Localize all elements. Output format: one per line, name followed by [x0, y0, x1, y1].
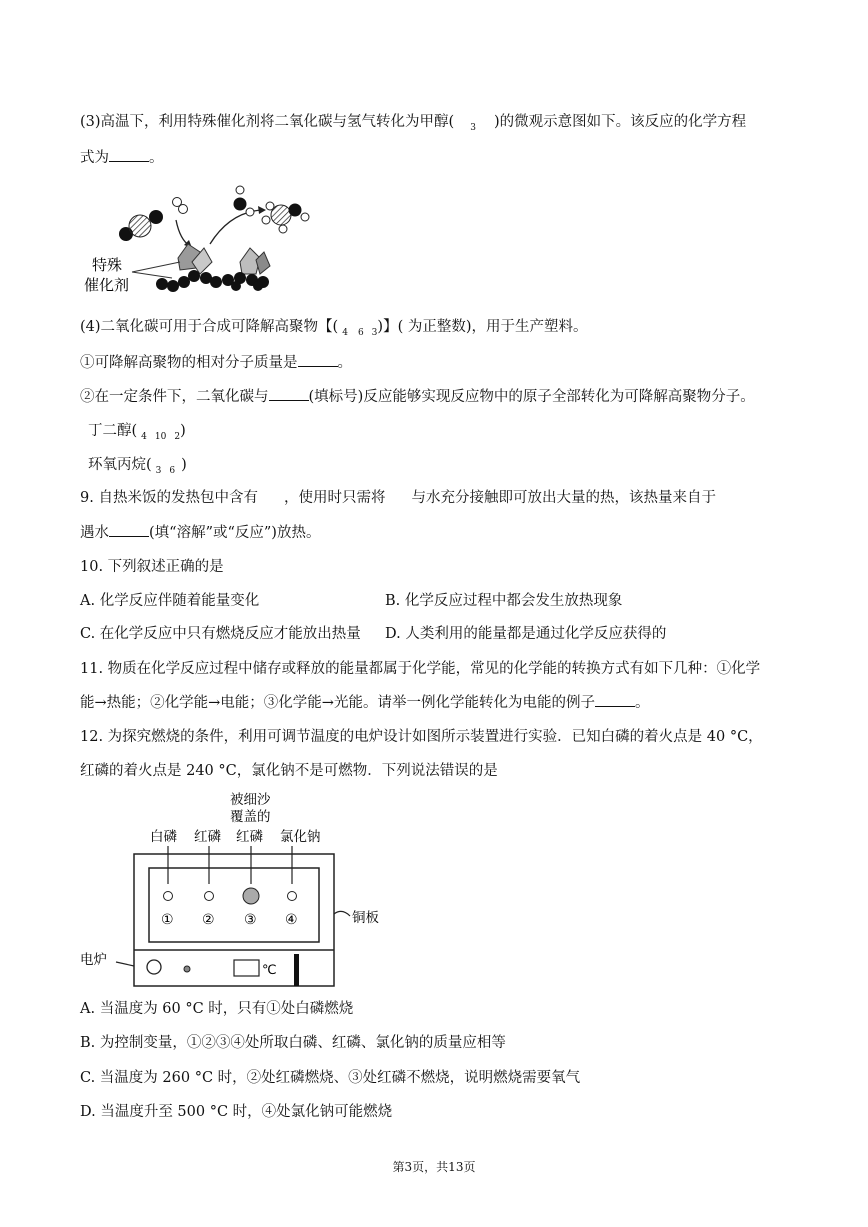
stove-bar — [294, 954, 299, 986]
q10-option-d: D. 人类利用的能量都是通过化学反应获得的 — [385, 626, 667, 642]
q10-option-b: B. 化学反应过程中都会发生放热现象 — [385, 593, 623, 609]
q10-option-a: A. 化学反应伴随着能量变化 — [80, 593, 260, 609]
q11-line1: 11. 物质在化学反应过程中储存或释放的能量都属于化学能，常见的化学能的转换方式有如下几种：①化学 — [80, 661, 761, 677]
stove-knob — [147, 960, 161, 974]
label-red-phosphorus-1: 红磷 — [194, 829, 221, 845]
answer-blank — [595, 692, 635, 707]
q12-line2: 红磷的着火点是 240 °C，氯化钠不是可燃物．下列说法错误的是 — [80, 763, 498, 779]
q12-option-b: B. 为控制变量，①②③④处所取白磷、红磷、氯化钠的质量应相等 — [80, 1035, 506, 1051]
arrow-out — [210, 210, 262, 244]
q9-line1: 9. 自热米饭的发热包中含有 ，使用时只需将 与水充分接触即可放出大量的热，该热量来自于 — [80, 490, 716, 506]
num-2: ② — [202, 912, 215, 928]
q8-option-propylene-oxide: 环氧丙烷( $_3$ $_6$ ) — [88, 457, 187, 476]
q8-part4-line: (4)二氧化碳可用于合成可降解高聚物【( $_4$ $_6$ $_3$)】( 为正整数)，用于生产塑料。 — [80, 319, 588, 338]
q9-line2: 遇水 (填“溶解”或“反应”)放热。 — [80, 522, 320, 543]
h2-molecule — [173, 198, 188, 214]
q12-line1: 12. 为探究燃烧的条件，利用可调节温度的电炉设计如图所示装置进行实验．已知白磷的着火点是 40 °C， — [80, 729, 763, 745]
q10-option-c: C. 在化学反应中只有燃烧反应才能放出热量 — [80, 626, 361, 642]
num-3: ③ — [244, 912, 257, 928]
page-footer: 第3页，共13页 — [392, 1160, 476, 1174]
answer-blank — [109, 522, 149, 537]
q8-part3-line2: 式为 。 — [80, 147, 164, 168]
num-1: ① — [161, 912, 174, 928]
sample-3-covered — [243, 888, 259, 904]
catalyst-crystals — [178, 244, 270, 274]
answer-blank — [298, 352, 338, 367]
display-unit: ℃ — [262, 963, 277, 978]
catalyst-diagram — [80, 182, 320, 300]
q11-line2: 能→热能；②化学能→电能；③化学能→光能。请举一例化学能转化为电能的例子 。 — [80, 692, 649, 713]
label-sand-covered-1: 被细沙 — [230, 792, 271, 808]
q8-sub1: ①可降解高聚物的相对分子质量是 。 — [80, 352, 352, 373]
answer-blank — [269, 386, 309, 401]
sample-1 — [164, 892, 173, 901]
catalyst-label-2: 催化剂 — [84, 276, 130, 294]
num-4: ④ — [285, 912, 298, 928]
q12-option-a: A. 当温度为 60 °C 时，只有①处白磷燃烧 — [80, 1001, 354, 1017]
stove-indicator — [184, 966, 190, 972]
sample-2 — [205, 892, 214, 901]
q12-option-d: D. 当温度升至 500 °C 时，④处氯化钠可能燃烧 — [80, 1104, 393, 1120]
q8-sub2: ②在一定条件下，二氧化碳与 (填标号)反应能够实现反应物中的原子全部转化为可降解高聚物分子。 — [80, 386, 755, 407]
co2-molecule — [119, 210, 163, 241]
label-sodium-chloride: 氯化钠 — [280, 829, 321, 845]
label-white-phosphorus: 白磷 — [150, 829, 177, 845]
answer-blank — [109, 147, 149, 162]
q12-option-c: C. 当温度为 260 °C 时，②处红磷燃烧、③处红磷不燃烧，说明燃烧需要氧气 — [80, 1070, 581, 1086]
q8-option-butanediol: 丁二醇( $_4$ $_{10}$ $_2$) — [88, 423, 186, 442]
label-sand-covered-2: 覆盖的 — [230, 809, 271, 825]
sample-4 — [288, 892, 297, 901]
methanol-molecule — [262, 202, 309, 233]
stove-apparatus-diagram — [76, 786, 396, 992]
q8-part3-line1: (3)高温下，利用特殊催化剂将二氧化碳与氢气转化为甲醇( $_3$ )的微观示意图如下。该反应的化学方程 — [80, 114, 747, 133]
temperature-display — [234, 960, 259, 976]
label-copper-plate: 铜板 — [352, 910, 379, 926]
catalyst-label-1: 特殊 — [92, 256, 123, 274]
h2o-molecule — [234, 186, 255, 216]
copper-plate — [149, 868, 319, 942]
q10-stem: 10. 下列叙述正确的是 — [80, 559, 224, 575]
label-red-phosphorus-2: 红磷 — [236, 829, 263, 845]
label-stove: 电炉 — [80, 952, 107, 968]
